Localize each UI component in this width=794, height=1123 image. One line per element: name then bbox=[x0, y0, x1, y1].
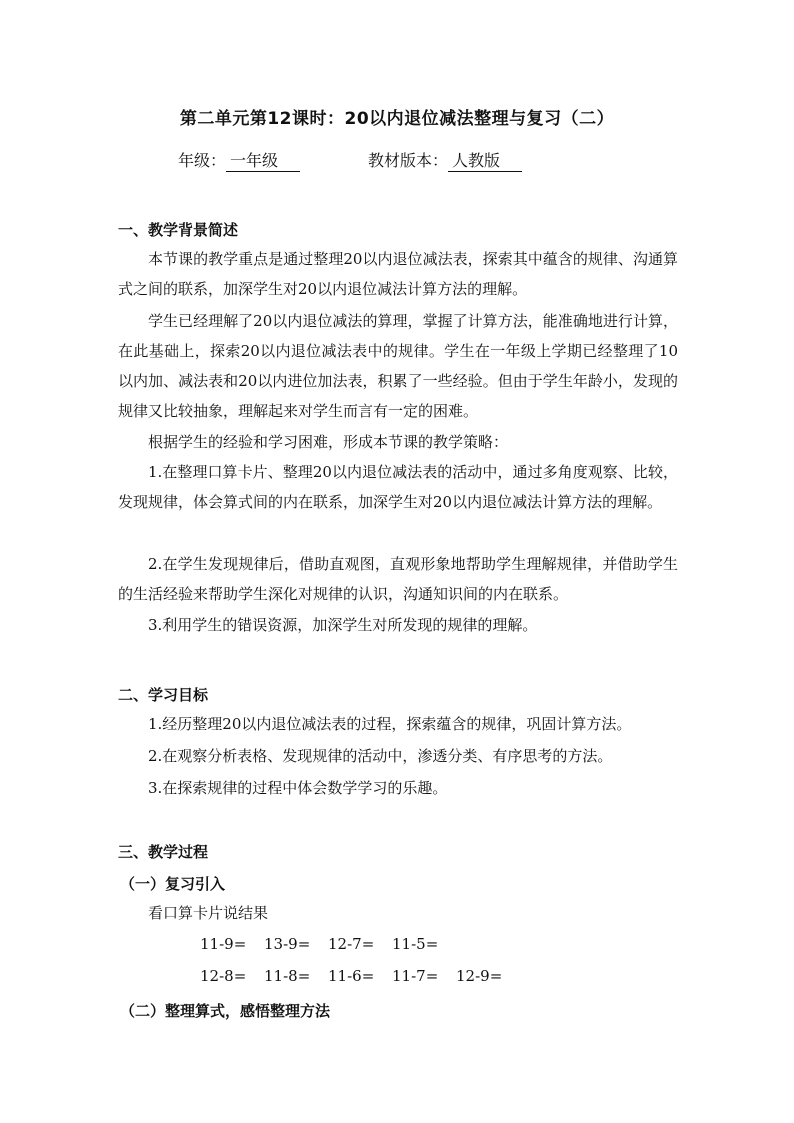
review-instruction: 看口算卡片说结果 bbox=[148, 904, 269, 922]
objective-3: 3.在探索规律的过程中体会数学学习的乐趣。 bbox=[148, 779, 448, 797]
section-2-heading: 二、学习目标 bbox=[118, 686, 209, 704]
textbook-field bbox=[368, 148, 522, 172]
document-title: 第二单元第12课时：20以内退位减法整理与复习（二） bbox=[179, 109, 615, 129]
calc-card: 11-5= bbox=[392, 935, 439, 953]
section-1-strategy-2: 2.在学生发现规律后，借助直观图，直观形象地帮助学生理解规律，并借助学生的生活经验来帮助学生深化对规律的认识，沟通知识间的内在联系。 bbox=[118, 555, 678, 603]
subsection-2-heading: （二）整理算式，感悟整理方法 bbox=[120, 1002, 331, 1020]
objective-2: 2.在观察分析表格、发现规律的活动中，渗透分类、有序思考的方法。 bbox=[148, 747, 613, 765]
calc-card: 13-9= bbox=[264, 935, 311, 953]
grade-field bbox=[178, 148, 300, 172]
textbook-value: 人教版 bbox=[448, 148, 522, 172]
subsection-1-heading: （一）复习引入 bbox=[120, 875, 226, 893]
section-1-paragraph-1: 本节课的教学重点是通过整理20以内退位减法表，探索其中蕴含的规律、沟通算式之间的联系，加深学生对20以内退位减法计算方法的理解。 bbox=[118, 250, 678, 298]
section-3-heading: 三、教学过程 bbox=[118, 843, 209, 861]
calc-card: 12-7= bbox=[328, 935, 375, 953]
section-1-strategy-3: 3.利用学生的错误资源，加深学生对所发现的规律的理解。 bbox=[148, 616, 538, 634]
calc-card: 12-9= bbox=[456, 967, 503, 985]
section-1-strategy-1: 1.在整理口算卡片、整理20以内退位减法表的活动中，通过多角度观察、比较，发现规律，体会算式间的内在联系，加深学生对20以内退位减法计算方法的理解。 bbox=[118, 463, 678, 511]
section-1-paragraph-2: 学生已经理解了20以内退位减法的算理，掌握了计算方法，能准确地进行计算，在此基础上，探索20以内退位减法表中的规律。学生在一年级上学期已经整理了10以内加、减法表和20以内进位加法表，积累了一些经验。但由于学生年龄小，发现的规律又比较抽象，理解起来对学生而言有一定的困难。 bbox=[118, 312, 678, 420]
calc-card: 12-8= bbox=[200, 967, 247, 985]
grade-label: 年级： bbox=[178, 151, 227, 170]
calc-card: 11-9= bbox=[200, 935, 247, 953]
objective-1: 1.经历整理20以内退位减法表的过程，探索蕴含的规律，巩固计算方法。 bbox=[148, 715, 632, 733]
calc-card: 11-6= bbox=[328, 967, 375, 985]
section-1-paragraph-3: 根据学生的经验和学习困难，形成本节课的教学策略： bbox=[148, 433, 509, 451]
section-1-heading: 一、教学背景简述 bbox=[118, 221, 239, 239]
calc-card: 11-7= bbox=[392, 967, 439, 985]
grade-value: 一年级 bbox=[226, 148, 300, 172]
textbook-label: 教材版本： bbox=[368, 151, 449, 170]
calc-card: 11-8= bbox=[264, 967, 311, 985]
